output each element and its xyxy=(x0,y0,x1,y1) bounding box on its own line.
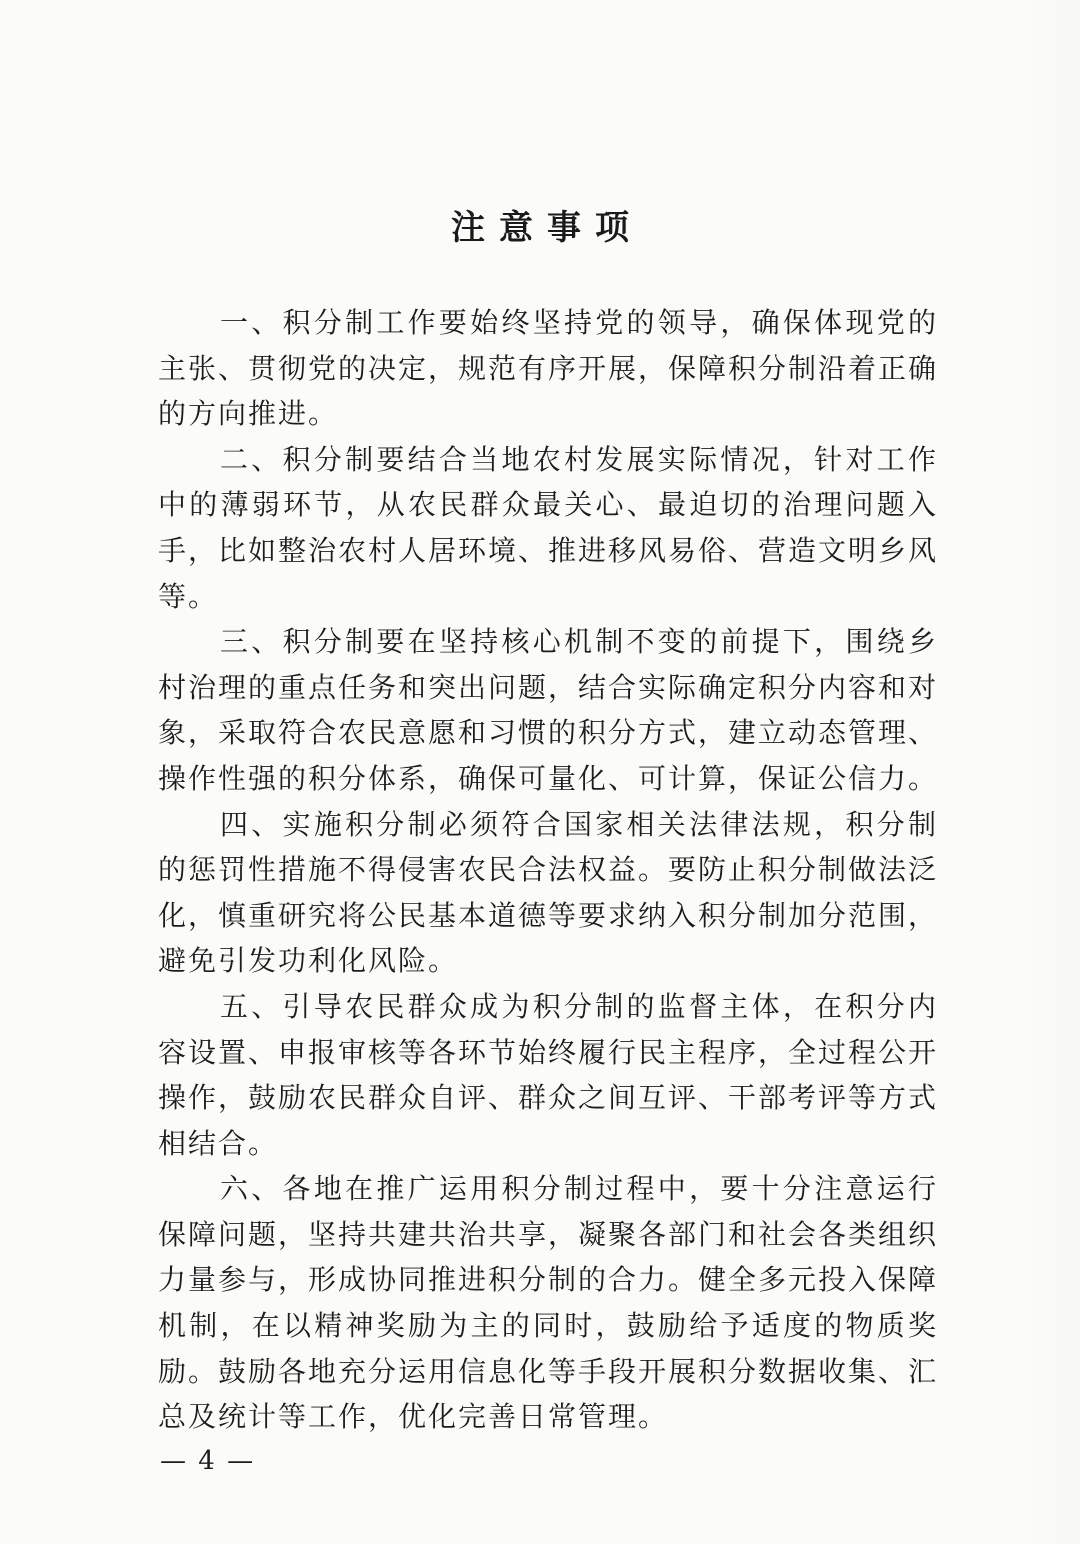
paragraph-2: 二、积分制要结合当地农村发展实际情况，针对工作中的薄弱环节，从农民群众最关心、最迫切的治理问题入手，比如整治农村人居环境、推进移风易俗、营造文明乡风等。 xyxy=(158,442,939,613)
body-text xyxy=(158,300,938,1440)
paragraph-1: 一、积分制工作要始终坚持党的领导，确保体现党的主张、贯彻党的决定，规范有序开展，保障积分制沿着正确的方向推进。 xyxy=(158,306,939,431)
paragraph-3: 三、积分制要在坚持核心机制不变的前提下，围绕乡村治理的重点任务和突出问题，结合实际确定积分内容和对象，采取符合农民意愿和习惯的积分方式，建立动态管理、操作性强的积分体系，确保可量化、可计算，保证公信力。 xyxy=(158,625,939,795)
paragraph-6: 六、各地在推广运用积分制过程中，要十分注意运行保障问题，坚持共建共治共享，凝聚各部门和社会各类组织力量参与，形成协同推进积分制的合力。健全多元投入保障机制，在以精神奖励为主的同时，鼓励给予适度的物质奖励。鼓励各地充分运用信息化等手段开展积分数据收集、汇总及统计等工作，优化完善日常管理。 xyxy=(158,1172,939,1434)
paragraph-5: 五、引导农民群众成为积分制的监督主体，在积分内容设置、申报审核等各环节始终履行民主程序，全过程公开操作，鼓励农民群众自评、群众之间互评、干部考评等方式相结合。 xyxy=(158,989,939,1160)
page-number: — 4 — xyxy=(160,1446,256,1476)
paragraph-4: 四、实施积分制必须符合国家相关法律法规，积分制的惩罚性措施不得侵害农民合法权益。要防止积分制做法泛化，慎重研究将公民基本道德等要求纳入积分制加分范围，避免引发功利化风险。 xyxy=(158,807,939,978)
page-title: 注意事项 xyxy=(451,208,643,248)
